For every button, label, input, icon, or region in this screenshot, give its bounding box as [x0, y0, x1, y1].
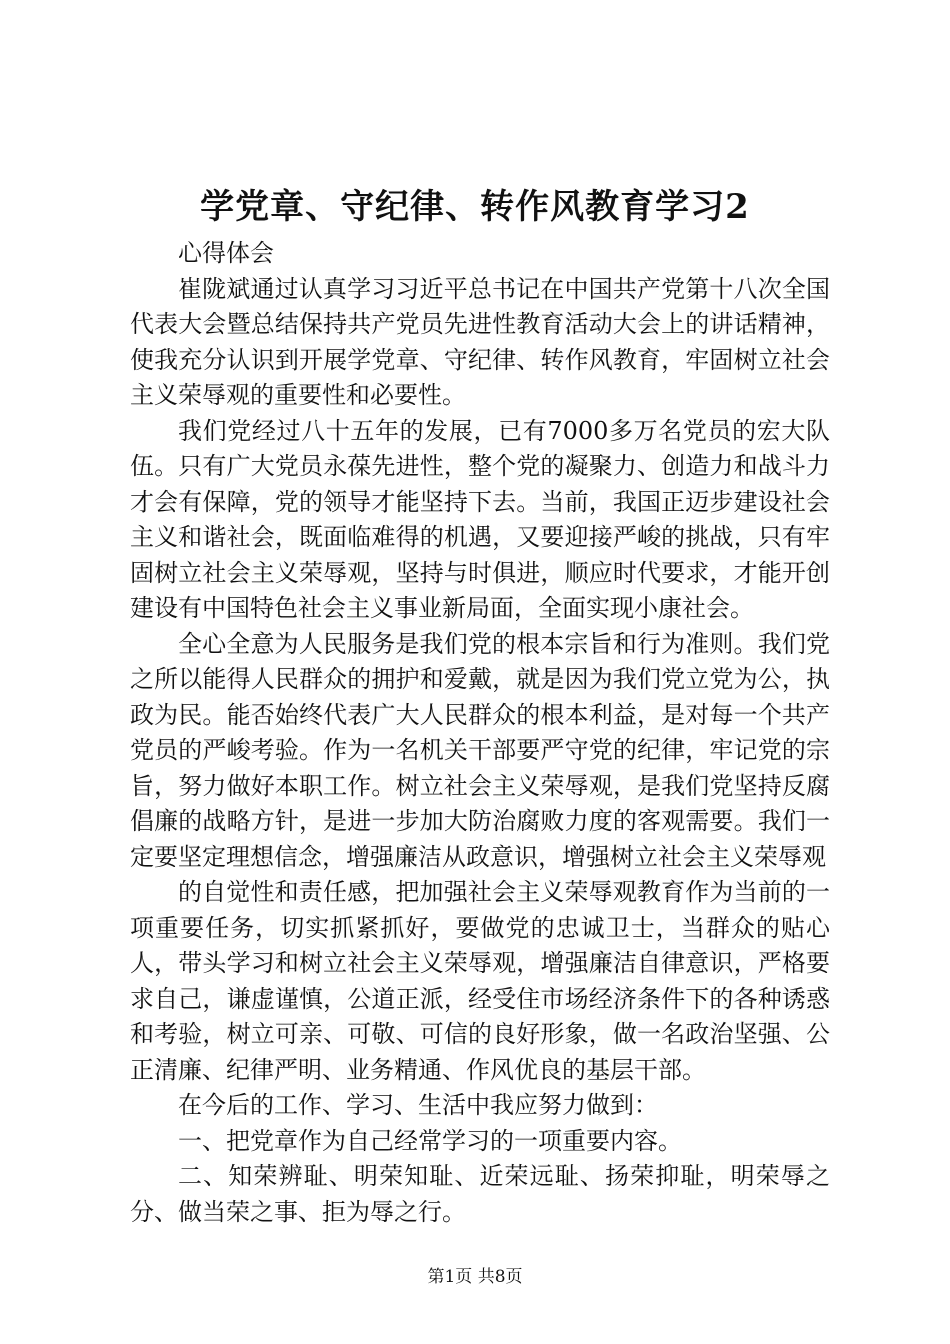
document-title: 学党章、守纪律、转作风教育学习2 — [200, 187, 750, 227]
list-item-2: 二、知荣辨耻、明荣知耻、近荣远耻、扬荣抑耻，明荣辱之分、做当荣之事、拒为辱之行。 — [130, 1162, 830, 1226]
paragraph-2: 我们党经过八十五年的发展，已有7000多万名党员的宏大队伍。只有广大党员永葆先进性，整个党的凝聚力、创造力和战斗力才会有保障，党的领导才能坚持下去。当前，我国正迈步建设社会主义和谐社会，既面临难得的机遇，又要迎接严峻的挑战，只有牢固树立社会主义荣辱观，坚持与时俱进，顺应时代要求，才能开创建设有中国特色社会主义事业新局面，全面实现小康社会。 — [130, 416, 830, 622]
document-body — [130, 236, 830, 1230]
paragraph-subtitle: 心得体会 — [178, 239, 274, 267]
paragraph-5: 在今后的工作、学习、生活中我应努力做到： — [178, 1091, 658, 1119]
paragraph-4: 的自觉性和责任感，把加强社会主义荣辱观教育作为当前的一项重要任务，切实抓紧抓好，要做党的忠诚卫士，当群众的贴心人，带头学习和树立社会主义荣辱观，增强廉洁自律意识，严格要求自己，谦虚谨慎，公道正派，经受住市场经济条件下的各种诱惑和考验，树立可亲、可敬、可信的良好形象，做一名政治坚强、公正清廉、纪律严明、业务精通、作风优良的基层干部。 — [130, 878, 830, 1084]
paragraph-1: 崔陇斌通过认真学习习近平总书记在中国共产党第十八次全国代表大会暨总结保持共产党员先进性教育活动大会上的讲话精神，使我充分认识到开展学党章、守纪律、转作风教育，牢固树立社会主义荣辱观的重要性和必要性。 — [130, 274, 830, 409]
paragraph-3: 全心全意为人民服务是我们党的根本宗旨和行为准则。我们党之所以能得人民群众的拥护和爱戴，就是因为我们党立党为公，执政为民。能否始终代表广大人民群众的根本利益，是对每一个共产党员的严峻考验。作为一名机关干部要严守党的纪律，牢记党的宗旨，努力做好本职工作。树立社会主义荣辱观，是我们党坚持反腐倡廉的战略方针，是进一步加大防治腐败力度的客观需要。我们一定要坚定理想信念，增强廉洁从政意识，增强树立社会主义荣辱观 — [130, 629, 830, 871]
page-footer: 第1页 共8页 — [427, 1267, 523, 1287]
list-item-1: 一、把党章作为自己经常学习的一项重要内容。 — [178, 1126, 682, 1155]
